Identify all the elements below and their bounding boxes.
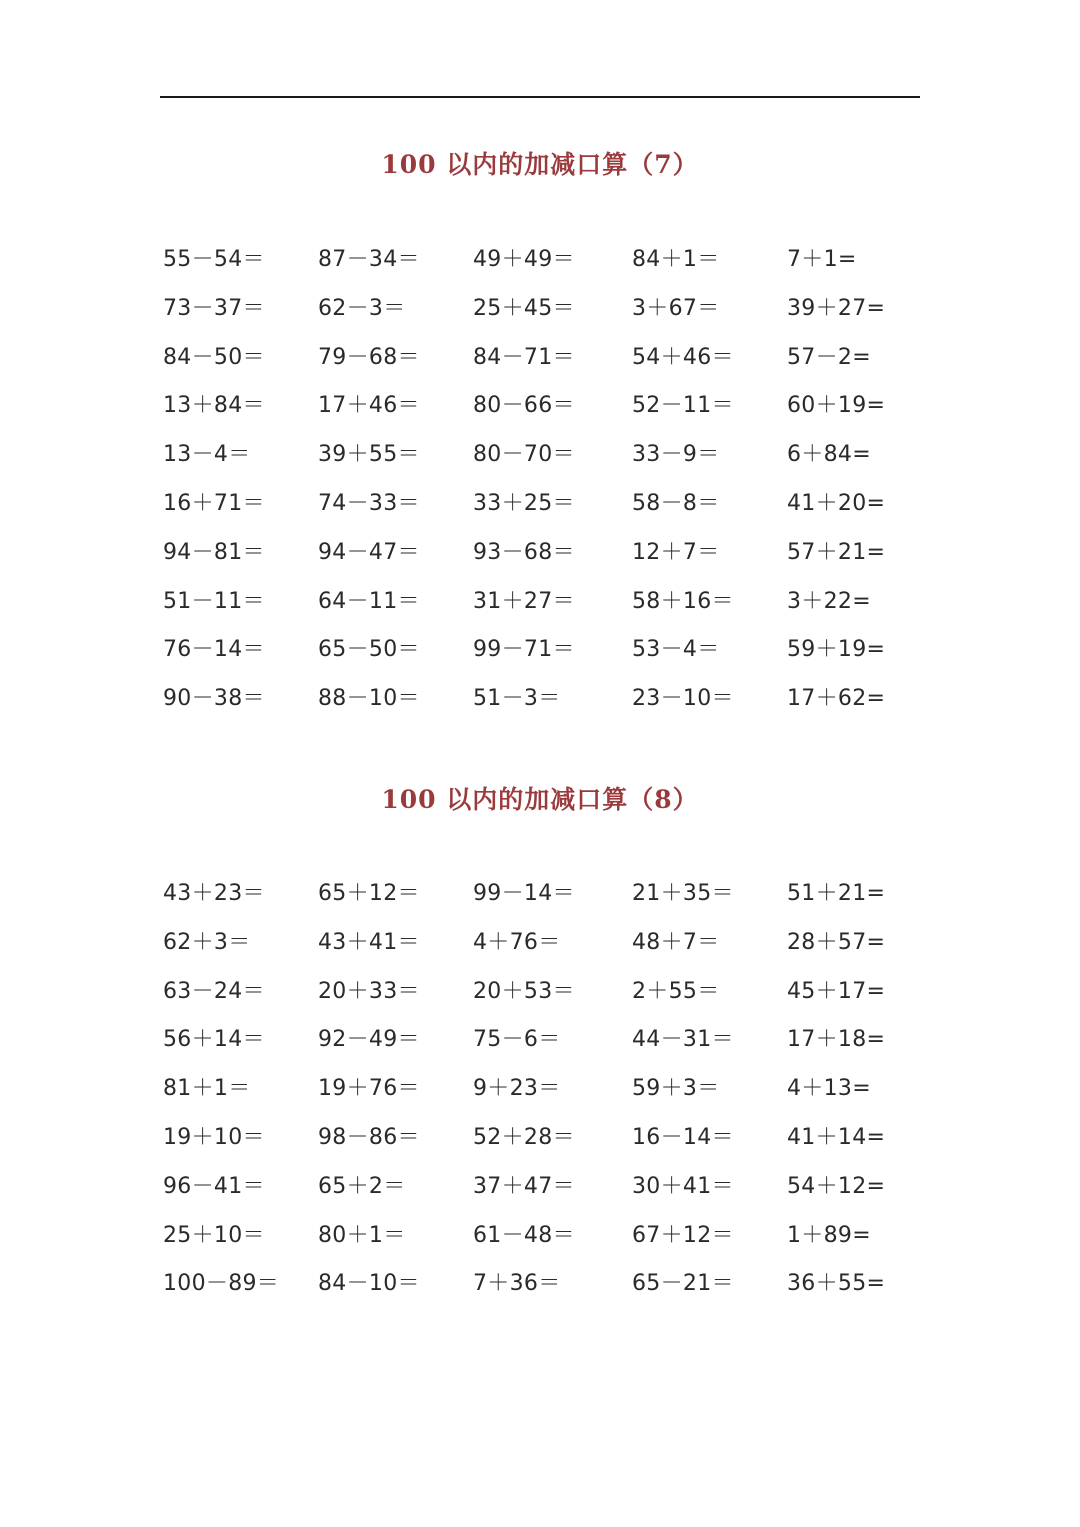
math-problem: 80＋1＝ [318, 1222, 406, 1248]
math-problem: 73－37＝ [163, 295, 265, 321]
math-problem: 43＋23＝ [163, 881, 265, 906]
math-problem: 84＋1＝ [632, 247, 720, 272]
math-problem: 19＋76＝ [318, 1076, 420, 1102]
math-problem: 39＋27= [787, 295, 886, 321]
math-problem: 21＋35＝ [632, 881, 734, 906]
math-problem: 84－71＝ [473, 344, 575, 370]
math-problem: 17＋18= [787, 1027, 886, 1053]
math-problem: 16－14＝ [632, 1124, 734, 1150]
math-problem: 84－10＝ [318, 1271, 420, 1297]
math-problem: 51－11＝ [163, 588, 265, 614]
math-problem: 13＋84＝ [163, 393, 265, 419]
math-problem: 1＋89= [787, 1222, 871, 1248]
math-problem: 53－4＝ [632, 637, 720, 663]
math-problem: 25＋10＝ [163, 1222, 265, 1248]
math-problem: 12＋7＝ [632, 539, 720, 565]
math-problem: 41＋20= [787, 490, 886, 516]
math-problem: 81＋1＝ [163, 1076, 251, 1102]
math-problem: 23－10＝ [632, 686, 734, 712]
math-problem: 28＋57= [787, 929, 886, 955]
header-rule [160, 96, 920, 98]
math-problem: 57－2= [787, 344, 871, 370]
math-problem: 36＋55= [787, 1271, 886, 1297]
math-problem: 3＋67＝ [632, 295, 720, 321]
math-problem: 58－8＝ [632, 490, 720, 516]
problem-grid-7 [163, 243, 923, 731]
math-problem: 75－6＝ [473, 1027, 561, 1053]
math-problem: 31＋27＝ [473, 588, 575, 614]
math-problem: 65－21＝ [632, 1271, 734, 1297]
problem-grid-8 [163, 877, 923, 1316]
math-problem: 94－81＝ [163, 539, 265, 565]
math-problem: 79－68＝ [318, 344, 420, 370]
math-problem: 98－86＝ [318, 1124, 420, 1150]
math-problem: 19＋10＝ [163, 1124, 265, 1150]
math-problem: 33－9＝ [632, 442, 720, 468]
math-problem: 58＋16＝ [632, 588, 734, 614]
math-problem: 33＋25＝ [473, 490, 575, 516]
math-problem: 54＋12= [787, 1173, 886, 1199]
math-problem: 80－66＝ [473, 393, 575, 419]
math-problem: 99－14＝ [473, 881, 575, 906]
math-problem: 65＋2＝ [318, 1173, 406, 1199]
math-problem: 41＋14= [787, 1124, 886, 1150]
math-problem: 48＋7＝ [632, 929, 720, 955]
math-problem: 4＋76＝ [473, 929, 561, 955]
math-problem: 17＋62= [787, 686, 886, 712]
math-problem: 44－31＝ [632, 1027, 734, 1053]
math-problem: 54＋46＝ [632, 344, 734, 370]
math-problem: 90－38＝ [163, 686, 265, 712]
math-problem: 94－47＝ [318, 539, 420, 565]
math-problem: 39＋55＝ [318, 442, 420, 468]
math-problem: 80－70＝ [473, 442, 575, 468]
math-problem: 3＋22= [787, 588, 871, 614]
section-title-8: 100 以内的加减口算（8） [381, 785, 699, 814]
math-problem: 56＋14＝ [163, 1027, 265, 1053]
math-problem: 52＋28＝ [473, 1124, 575, 1150]
math-problem: 62＋3＝ [163, 929, 251, 955]
math-problem: 4＋13= [787, 1076, 871, 1102]
math-problem: 2＋55＝ [632, 978, 720, 1004]
math-problem: 57＋21= [787, 539, 886, 565]
section-title-7: 100 以内的加减口算（7） [381, 150, 699, 179]
math-problem: 17＋46＝ [318, 393, 420, 419]
math-problem: 76－14＝ [163, 637, 265, 663]
math-problem: 45＋17= [787, 978, 886, 1004]
math-problem: 84－50＝ [163, 344, 265, 370]
math-problem: 16＋71＝ [163, 490, 265, 516]
math-problem: 92－49＝ [318, 1027, 420, 1053]
math-problem: 30＋41＝ [632, 1173, 734, 1199]
math-problem: 59＋19= [787, 637, 886, 663]
math-problem: 61－48＝ [473, 1222, 575, 1248]
math-problem: 13－4＝ [163, 442, 251, 468]
math-problem: 51－3＝ [473, 686, 561, 712]
math-problem: 25＋45＝ [473, 295, 575, 321]
math-problem: 43＋41＝ [318, 929, 420, 955]
math-problem: 7＋1= [787, 247, 857, 272]
math-problem: 63－24＝ [163, 978, 265, 1004]
math-problem: 67＋12＝ [632, 1222, 734, 1248]
math-problem: 65＋12＝ [318, 881, 420, 906]
math-problem: 74－33＝ [318, 490, 420, 516]
math-problem: 6＋84= [787, 442, 871, 468]
math-problem: 64－11＝ [318, 588, 420, 614]
math-problem: 100－89＝ [163, 1271, 280, 1297]
math-problem: 99－71＝ [473, 637, 575, 663]
math-problem: 96－41＝ [163, 1173, 265, 1199]
math-problem: 7＋36＝ [473, 1271, 561, 1297]
math-problem: 20＋53＝ [473, 978, 575, 1004]
math-problem: 62－3＝ [318, 295, 406, 321]
math-problem: 37＋47＝ [473, 1173, 575, 1199]
math-problem: 52－11＝ [632, 393, 734, 419]
math-problem: 59＋3＝ [632, 1076, 720, 1102]
math-problem: 51＋21= [787, 881, 886, 906]
math-problem: 49＋49＝ [473, 247, 575, 272]
math-problem: 93－68＝ [473, 539, 575, 565]
math-problem: 9＋23＝ [473, 1076, 561, 1102]
math-problem: 65－50＝ [318, 637, 420, 663]
math-problem: 20＋33＝ [318, 978, 420, 1004]
math-problem: 60＋19= [787, 393, 886, 419]
math-problem: 55－54＝ [163, 247, 265, 272]
math-problem: 87－34＝ [318, 247, 420, 272]
math-problem: 88－10＝ [318, 686, 420, 712]
